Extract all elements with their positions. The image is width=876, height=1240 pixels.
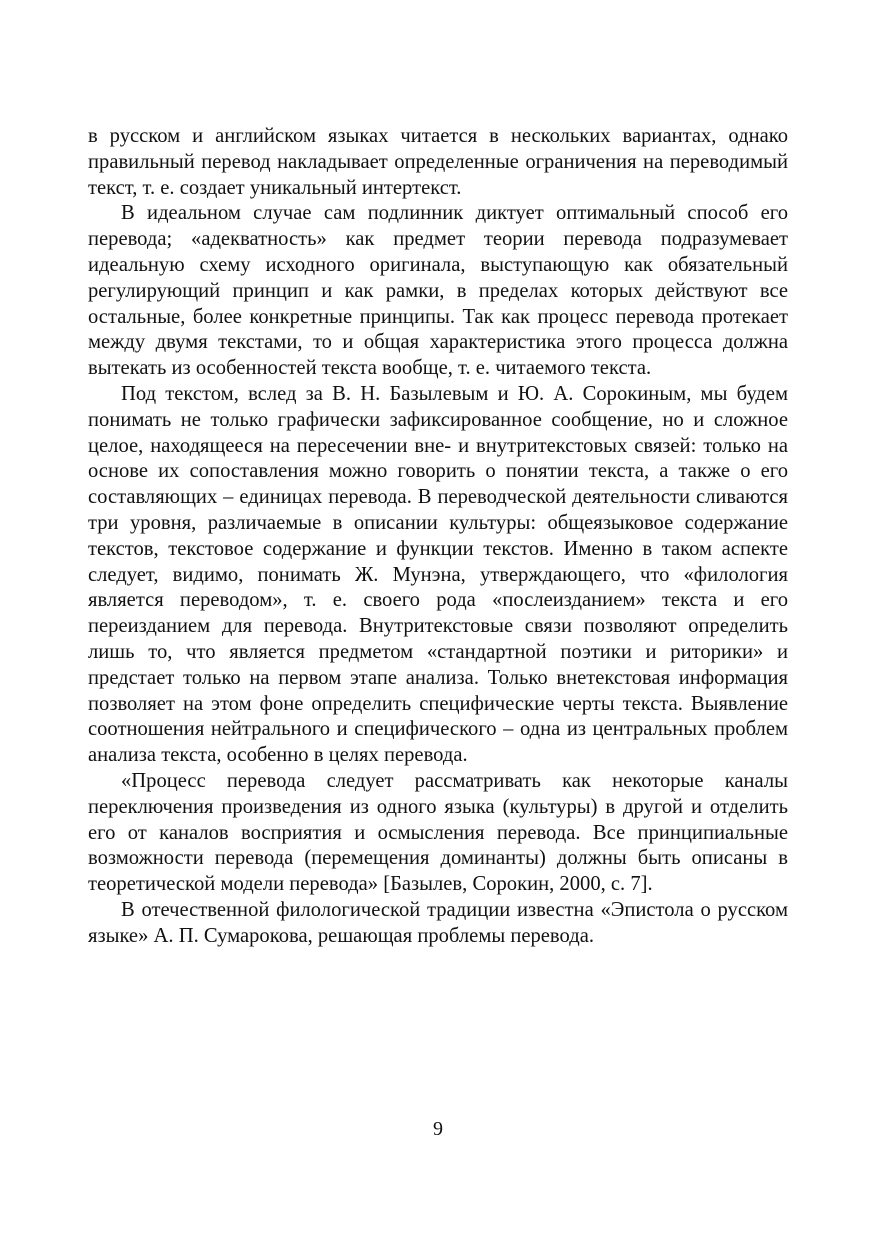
paragraph-epistola: В отечественной филологической традиции известна «Эпистола о русском языке» А. П. Сумарокова, решающая проблемы перевода. [88,898,788,947]
paragraph-continuation: в русском и английском языках читается в нескольких вариантах, однако правильный перевод накладывает определенные ограничения на переводимый текст, т. е. создает уникальный интертекст. [88,125,788,199]
body-text [88,124,788,950]
paragraph-adequacy: В идеальном случае сам подлинник диктует оптимальный способ его перевода; «адекватность» как предмет теории перевода подразумевает идеальную схему исходного оригинала, выступающую как обязательный регулирующий принцип и как рамки, в пределах которых действуют все остальные, более конкретные принципы. Так как процесс перевода протекает между двумя текстами, то и общая характеристика этого процесса должна вытекать из особенностей текста вообще, т. е. читаемого текста. [88,202,788,380]
paragraph-quotation: «Процесс перевода следует рассматривать как некоторые каналы переключения произведения из одного языка (культуры) в другой и отделить его от каналов восприятия и осмысления перевода. Все принципиальные возможности перевода (перемещения доминанты) должны быть описаны в теоретической модели перевода» [Базылев, Сорокин, 2000, с. 7]. [88,769,788,896]
page-number: 9 [433,1118,443,1140]
paragraph-text-definition: Под текстом, вслед за В. Н. Базылевым и Ю. А. Сорокиным, мы будем понимать не только графически зафиксированное сообщение, но и сложное целое, находящееся на пересечении вне- и внутритекстовых связей: только на основе их сопоставления можно говорить о понятии текста, а также о его составляющих – единицах перевода. В переводческой деятельности сливаются три уровня, различаемые в описании культуры: общеязыковое содержание текстов, текстовое содержание и функции текстов. Именно в таком аспекте следует, видимо, понимать Ж. Мунэна, утверждающего, что «филология является переводом», т. е. своего рода «послеизданием» текста и его переизданием для перевода. Внутритекстовые связи позволяют определить лишь то, что является предметом «стандартной поэтики и риторики» и предстает только на первом этапе анализа. Только внетекстовая информация позволяет на этом фоне определить специфические черты текста. Выявление соотношения нейтрального и специфического – одна из центральных проблем анализа текста, особенно в целях перевода. [88,382,788,767]
